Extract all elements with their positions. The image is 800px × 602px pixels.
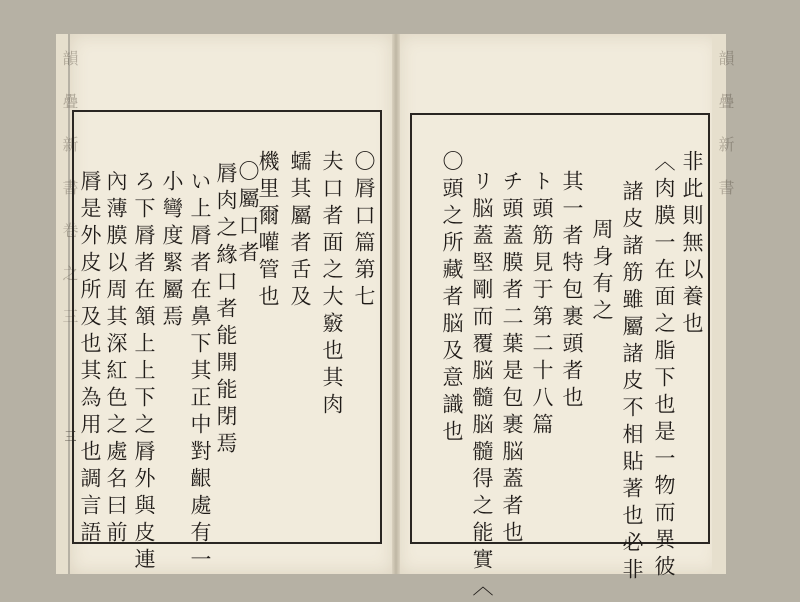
left-col-9: ろ下脣者在頷上上下之脣外與皮連 xyxy=(132,170,156,575)
left-col-11: 脣是外皮所及也其為用也調言語 xyxy=(78,170,102,548)
left-col-1: 〇脣口篇第七 xyxy=(352,150,376,312)
right-col-1: 非此則無以養也 xyxy=(680,150,704,339)
right-col-7: チ頭蓋膜者二葉是包裹脳蓋者也 xyxy=(500,170,524,548)
left-col-6: 脣肉之緣口者能開能閉焉 xyxy=(214,162,238,459)
right-col-5: 其一者特包裹頭者也 xyxy=(560,170,584,413)
left-col-10: 內薄膜以周其深紅色之處名曰前 xyxy=(104,170,128,548)
left-col-5: 〇屬口者 xyxy=(236,160,260,268)
right-edge-title: 韻 疊 新 書 xyxy=(716,50,735,199)
right-col-8: リ脳蓋堅剛而覆脳髓脳髓得之能實〈 xyxy=(470,170,494,602)
book-gutter xyxy=(392,34,400,574)
right-col-4: 周身有之 xyxy=(590,218,614,326)
right-col-2: 〈肉膜一在面之脂下也是一物而異彼 xyxy=(652,150,676,582)
left-col-8: 小彎度緊屬焉 xyxy=(160,170,184,332)
right-col-6: ト頭筋見于第二十八篇 xyxy=(530,170,554,440)
right-col-3: 諸皮諸筋雖屬諸皮不相貼著也必非 xyxy=(620,180,644,585)
left-col-7: い上脣者在鼻下其正中對齦處有一 xyxy=(188,170,212,575)
left-col-3: 蠕其屬者舌及 xyxy=(288,150,312,312)
left-edge-title: 韻 疊 新 書 卷 之 三 xyxy=(60,50,79,328)
left-col-2: 夫口者面之大竅也其肉 xyxy=(320,150,344,420)
left-page-number: 三 xyxy=(63,430,77,442)
left-col-4: 機里爾嚾管也 xyxy=(256,150,280,312)
right-col-9: 〇頭之所藏者脳及意識也 xyxy=(440,150,464,447)
